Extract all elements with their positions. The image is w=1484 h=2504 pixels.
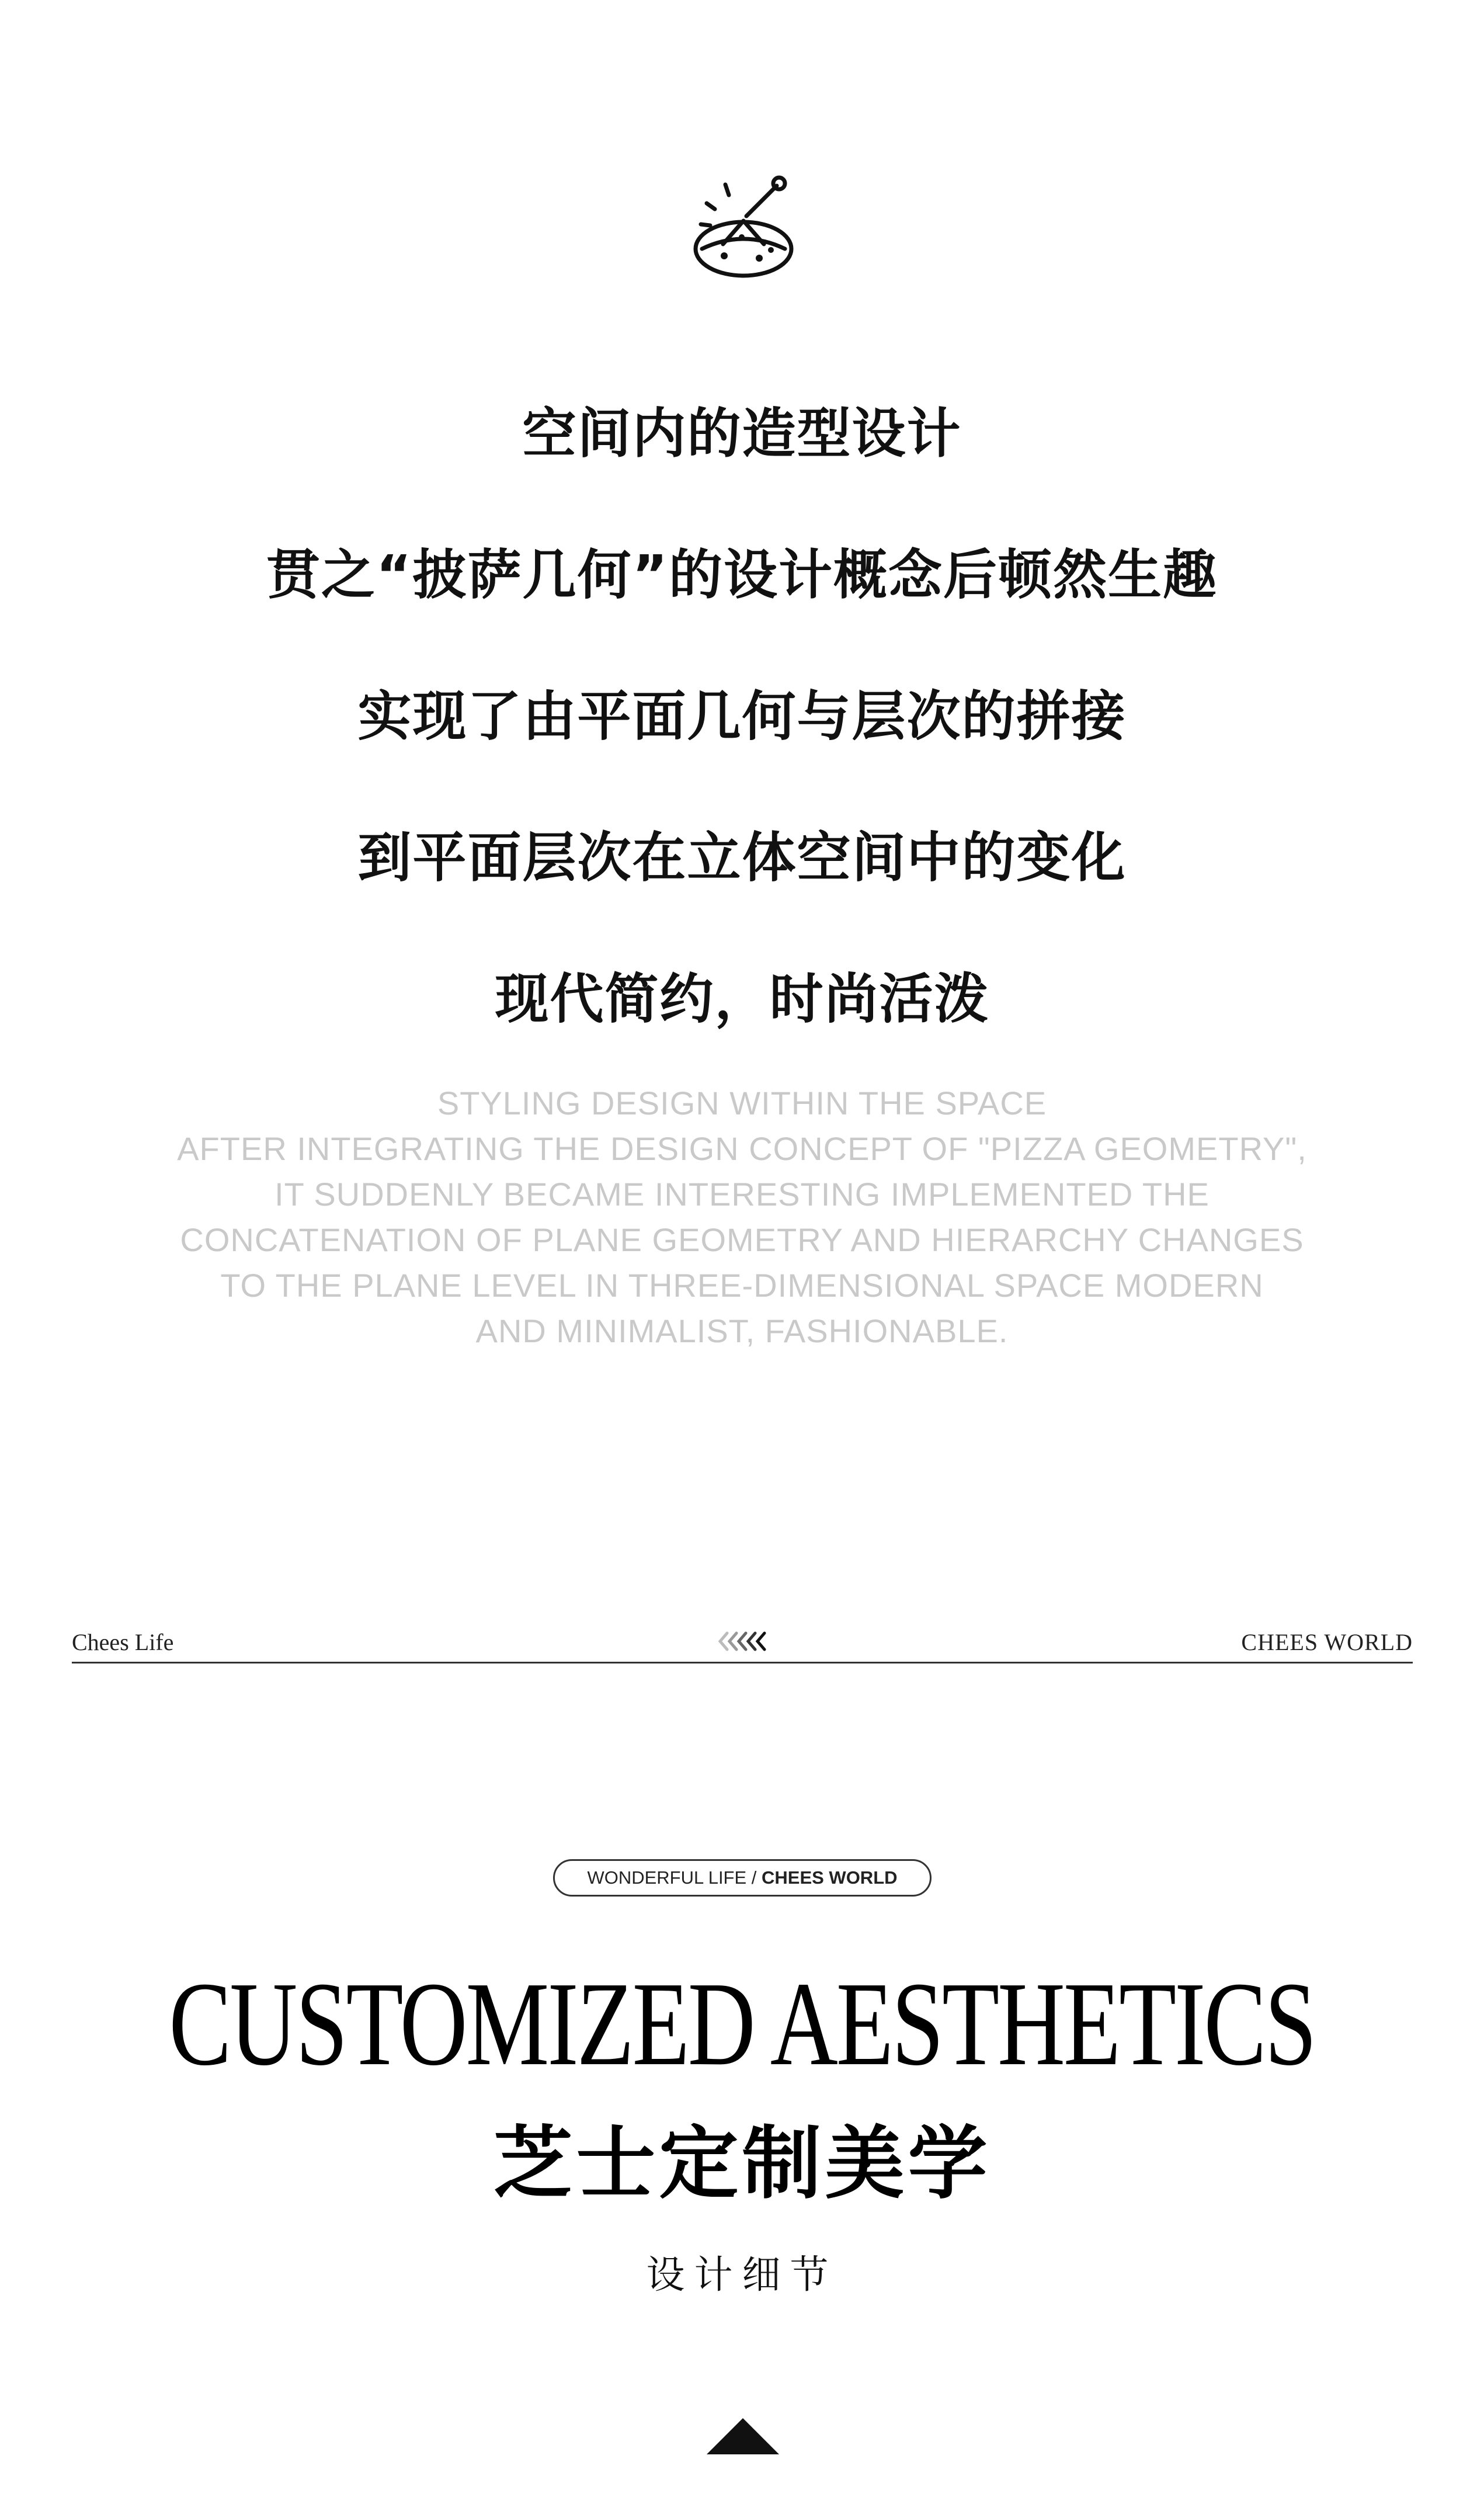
subtitle-chinese: 设计细节 — [646, 2252, 838, 2297]
brand-right: CHEES WORLD — [1241, 1629, 1413, 1655]
brand-left: Chees Life — [72, 1629, 174, 1655]
title-chinese: 芝士定制美学 — [493, 2118, 991, 2210]
title-english: CUSTOMIZED AESTHETICS — [169, 1957, 1315, 2090]
english-line: AND MINIMALIST, FASHIONABLE. — [475, 1312, 1009, 1349]
english-line: TO THE PLANE LEVEL IN THREE-DIMENSIONAL SPACE MODERN — [220, 1267, 1264, 1304]
divider-row — [72, 1618, 1413, 1665]
pizza-icon — [689, 175, 798, 284]
english-line: CONCATENATION OF PLANE GEOMETRY AND HIERARCHY CHANGES — [180, 1221, 1304, 1258]
intro-line: 实现了由平面几何与层次的拼接 — [357, 685, 1127, 748]
intro-line: 贯之“披萨几何”的设计概念后顿然生趣 — [266, 544, 1218, 606]
tagline-pill — [553, 1859, 932, 1897]
english-line: IT SUDDENLY BECAME INTERESTING IMPLEMENTED THE — [274, 1176, 1210, 1213]
pill-left-text: WONDERFUL LIFE / — [587, 1867, 762, 1888]
pill-right-text: CHEES WORLD — [762, 1867, 898, 1888]
intro-line: 现代简约，时尚活泼 — [495, 968, 989, 1030]
triangle-up-icon — [707, 2418, 779, 2454]
english-line: STYLING DESIGN WITHIN THE SPACE — [437, 1085, 1047, 1121]
intro-line: 空间内的造型设计 — [522, 402, 962, 465]
double-chevron-left-icon — [717, 1631, 768, 1652]
intro-line: 到平面层次在立体空间中的变化 — [357, 826, 1127, 889]
english-line: AFTER INTEGRATING THE DESIGN CONCEPT OF "PIZZA GEOMETRY", — [177, 1130, 1307, 1167]
divider-line — [72, 1662, 1413, 1663]
english-description — [146, 1081, 1338, 1354]
